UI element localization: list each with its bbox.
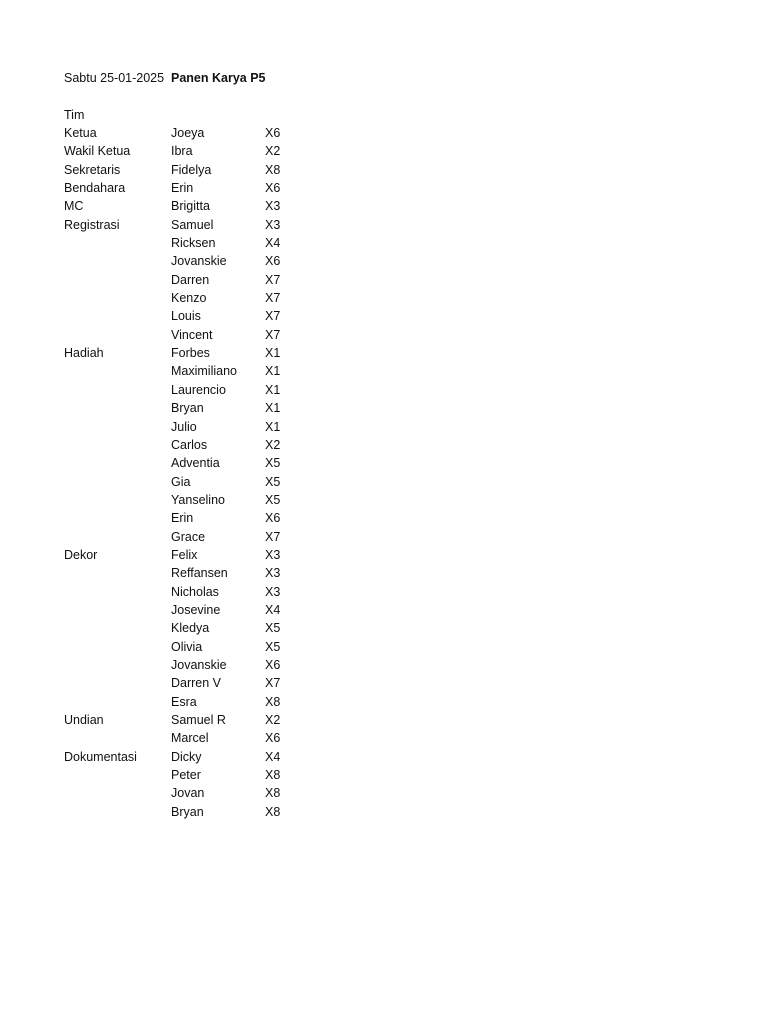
table-row — [64, 656, 704, 674]
table-row — [64, 234, 704, 252]
name-cell: Gia — [171, 474, 191, 489]
class-cell: X8 — [265, 694, 281, 709]
name-cell: Olivia — [171, 639, 203, 654]
class-cell: X6 — [265, 254, 281, 269]
class-cell: X7 — [265, 327, 281, 342]
role-cell — [64, 491, 171, 509]
table-row — [64, 161, 704, 179]
role-cell — [64, 234, 171, 252]
table-row — [64, 142, 704, 160]
table-row — [64, 803, 704, 821]
table-row — [64, 252, 704, 270]
class-cell: X5 — [265, 621, 281, 636]
class-cell: X6 — [265, 126, 281, 140]
team-label: Tim — [64, 108, 85, 122]
name-cell: Erin — [171, 181, 194, 196]
role-cell — [64, 784, 171, 802]
class-cell: X4 — [265, 602, 281, 617]
table-row — [64, 197, 704, 215]
role-cell — [64, 509, 171, 527]
role-cell — [64, 766, 171, 784]
class-cell: X5 — [265, 492, 281, 507]
table-row — [64, 583, 704, 601]
header-row — [64, 69, 704, 87]
table-row — [64, 693, 704, 711]
name-cell: Bryan — [171, 401, 204, 416]
name-cell: Jovan — [171, 786, 205, 801]
role-cell — [64, 381, 171, 399]
name-cell: Vincent — [171, 327, 213, 342]
name-cell: Nicholas — [171, 584, 219, 599]
role-cell: Sekretaris — [64, 162, 121, 177]
table-row — [64, 766, 704, 784]
name-cell: Grace — [171, 529, 206, 544]
role-cell — [64, 693, 171, 711]
class-cell: X1 — [265, 364, 281, 379]
role-cell — [64, 656, 171, 674]
table-row — [64, 638, 704, 656]
name-cell: Ibra — [171, 144, 193, 159]
name-cell: Louis — [171, 309, 201, 324]
class-cell: X2 — [265, 713, 281, 727]
table-row — [64, 528, 704, 546]
table-row — [64, 454, 704, 472]
table-row — [64, 124, 704, 142]
table-row — [64, 362, 704, 380]
role-cell — [64, 583, 171, 601]
class-cell: X2 — [265, 437, 281, 452]
role-cell — [64, 362, 171, 380]
name-cell: Jovanskie — [171, 657, 227, 672]
name-cell: Carlos — [171, 437, 208, 452]
table-row — [64, 381, 704, 399]
role-cell — [64, 528, 171, 546]
name-cell: Julio — [171, 419, 197, 434]
name-cell: Reffansen — [171, 566, 228, 581]
name-cell: Maximiliano — [171, 364, 237, 379]
name-cell: Laurencio — [171, 382, 226, 397]
table-row — [64, 436, 704, 454]
role-cell — [64, 271, 171, 289]
role-cell — [64, 803, 171, 821]
team-list — [64, 124, 704, 821]
table-row — [64, 179, 704, 197]
role-cell — [64, 674, 171, 692]
event-date: Sabtu 25-01-2025 — [64, 71, 165, 85]
class-cell: X5 — [265, 474, 281, 489]
class-cell: X3 — [265, 199, 281, 214]
role-cell: Hadiah — [64, 346, 104, 361]
class-cell: X3 — [265, 566, 281, 581]
class-cell: X8 — [265, 162, 281, 177]
class-cell: X3 — [265, 217, 281, 232]
role-cell: Undian — [64, 713, 104, 727]
role-cell: Wakil Ketua — [64, 144, 131, 159]
table-row — [64, 289, 704, 307]
role-cell: Ketua — [64, 126, 97, 140]
class-cell: X6 — [265, 731, 281, 746]
class-cell: X7 — [265, 309, 281, 324]
class-cell: X5 — [265, 456, 281, 471]
name-cell: Jovanskie — [171, 254, 227, 269]
class-cell: X3 — [265, 547, 281, 562]
name-cell: Darren — [171, 272, 210, 287]
name-cell: Peter — [171, 768, 201, 783]
role-cell — [64, 729, 171, 747]
table-row — [64, 748, 704, 766]
table-row — [64, 619, 704, 637]
role-cell — [64, 619, 171, 637]
role-cell — [64, 307, 171, 325]
spreadsheet-page — [64, 69, 704, 821]
role-cell: Dekor — [64, 547, 98, 562]
class-cell: X1 — [265, 346, 281, 361]
class-cell: X5 — [265, 639, 281, 654]
name-cell: Felix — [171, 547, 198, 562]
table-row — [64, 399, 704, 417]
name-cell: Erin — [171, 511, 194, 526]
role-cell — [64, 638, 171, 656]
class-cell: X7 — [265, 272, 281, 287]
role-cell — [64, 399, 171, 417]
class-cell: X7 — [265, 529, 281, 544]
name-cell: Forbes — [171, 346, 210, 361]
name-cell: Yanselino — [171, 492, 225, 507]
name-cell: Brigitta — [171, 199, 210, 214]
name-cell: Samuel R — [171, 713, 226, 727]
name-cell: Esra — [171, 694, 197, 709]
role-cell: Bendahara — [64, 181, 126, 196]
name-cell: Joeya — [171, 126, 205, 140]
role-cell — [64, 564, 171, 582]
table-row — [64, 601, 704, 619]
name-cell: Josevine — [171, 602, 221, 617]
role-cell: Registrasi — [64, 217, 120, 232]
role-cell — [64, 473, 171, 491]
name-cell: Dicky — [171, 749, 202, 764]
name-cell: Fidelya — [171, 162, 212, 177]
role-cell — [64, 601, 171, 619]
role-cell — [64, 418, 171, 436]
role-cell — [64, 289, 171, 307]
role-cell: MC — [64, 199, 84, 214]
class-cell: X8 — [265, 768, 281, 783]
name-cell: Bryan — [171, 804, 204, 819]
class-cell: X1 — [265, 382, 281, 397]
role-cell — [64, 436, 171, 454]
class-cell: X6 — [265, 657, 281, 672]
class-cell: X2 — [265, 144, 281, 159]
table-row — [64, 216, 704, 234]
table-row — [64, 564, 704, 582]
class-cell: X1 — [265, 419, 281, 434]
class-cell: X7 — [265, 291, 281, 306]
class-cell: X4 — [265, 236, 281, 251]
table-row — [64, 326, 704, 344]
event-title: Panen Karya P5 — [171, 71, 266, 85]
table-row — [64, 418, 704, 436]
name-cell: Ricksen — [171, 236, 216, 251]
class-cell: X8 — [265, 804, 281, 819]
table-row — [64, 473, 704, 491]
class-cell: X8 — [265, 786, 281, 801]
class-cell: X3 — [265, 584, 281, 599]
table-row — [64, 509, 704, 527]
class-cell: X6 — [265, 181, 281, 196]
table-row — [64, 784, 704, 802]
name-cell: Marcel — [171, 731, 209, 746]
class-cell: X7 — [265, 676, 281, 691]
table-row — [64, 546, 704, 564]
table-row — [64, 729, 704, 747]
table-row — [64, 271, 704, 289]
name-cell: Kledya — [171, 621, 210, 636]
name-cell: Samuel — [171, 217, 214, 232]
table-row — [64, 344, 704, 362]
table-row — [64, 307, 704, 325]
table-row — [64, 674, 704, 692]
role-cell: Dokumentasi — [64, 749, 137, 764]
name-cell: Adventia — [171, 456, 220, 471]
blank-row — [64, 87, 704, 106]
role-cell — [64, 454, 171, 472]
class-cell: X1 — [265, 401, 281, 416]
name-cell: Kenzo — [171, 291, 207, 306]
table-row — [64, 711, 704, 729]
class-cell: X6 — [265, 511, 281, 526]
role-cell — [64, 326, 171, 344]
table-row — [64, 491, 704, 509]
name-cell: Darren V — [171, 676, 222, 691]
role-cell — [64, 252, 171, 270]
class-cell: X4 — [265, 749, 281, 764]
